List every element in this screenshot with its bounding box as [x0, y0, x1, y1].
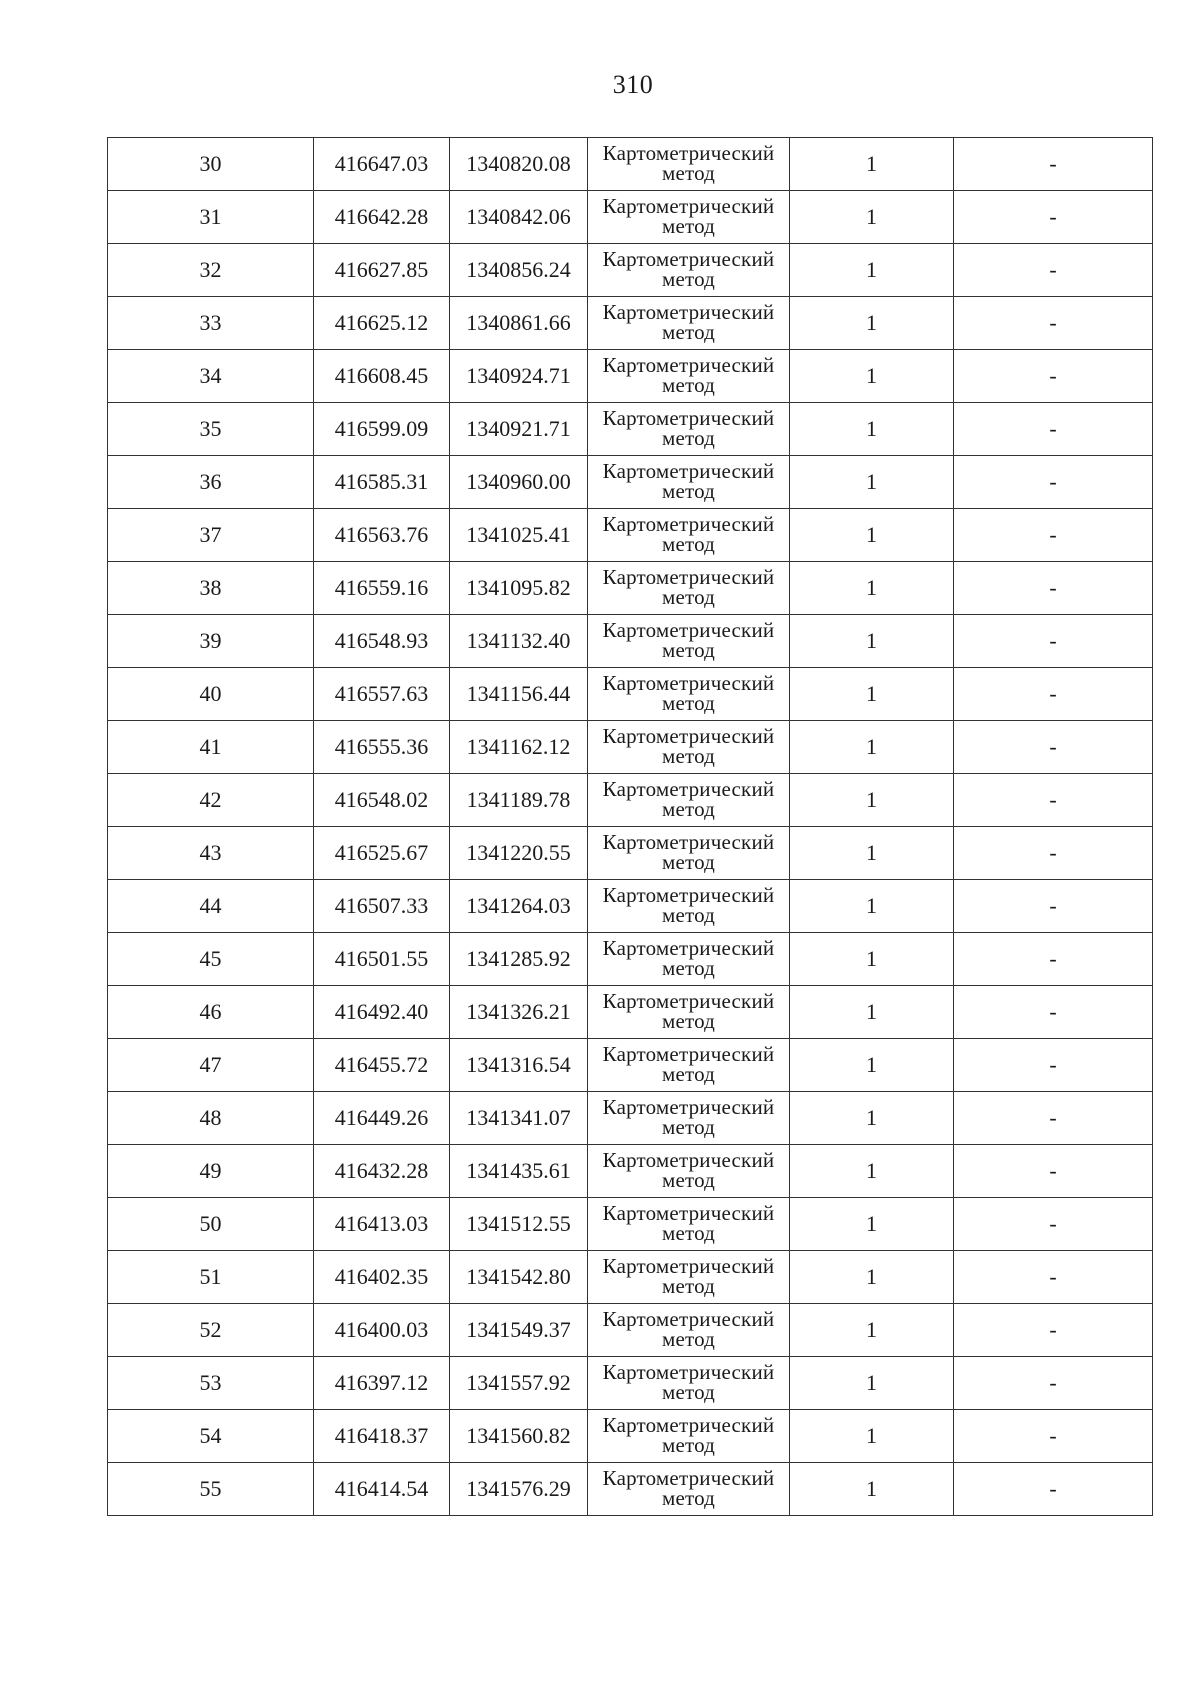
method-line-2: метод [661, 1221, 716, 1245]
method-line-2: метод [661, 638, 716, 662]
method-line-1: Картометрический [602, 1254, 775, 1279]
note-cell: - [954, 403, 1153, 456]
y-coordinate-cell: 1341316.54 [450, 1039, 588, 1092]
accuracy-cell: 1 [790, 668, 954, 721]
accuracy-cell: 1 [790, 1357, 954, 1410]
y-coordinate-cell: 1341560.82 [450, 1410, 588, 1463]
y-coordinate-cell: 1341549.37 [450, 1304, 588, 1357]
note-cell: - [954, 1357, 1153, 1410]
method-cell [588, 403, 790, 456]
method-cell [588, 191, 790, 244]
method-line-2: метод [661, 214, 716, 238]
method-line-1: Картометрический [602, 1307, 775, 1332]
x-coordinate-cell: 416501.55 [314, 933, 450, 986]
y-coordinate-cell: 1340842.06 [450, 191, 588, 244]
table-row [108, 1198, 1153, 1251]
table-row [108, 1039, 1153, 1092]
method-cell [588, 1145, 790, 1198]
table-row [108, 827, 1153, 880]
x-coordinate-cell: 416642.28 [314, 191, 450, 244]
note-cell: - [954, 138, 1153, 191]
y-coordinate-cell: 1340856.24 [450, 244, 588, 297]
point-number-cell: 52 [108, 1304, 314, 1357]
note-cell: - [954, 244, 1153, 297]
method-cell [588, 456, 790, 509]
y-coordinate-cell: 1341576.29 [450, 1463, 588, 1516]
point-number-cell: 37 [108, 509, 314, 562]
note-cell: - [954, 350, 1153, 403]
method-cell [588, 244, 790, 297]
method-line-1: Картометрический [602, 194, 775, 219]
accuracy-cell: 1 [790, 244, 954, 297]
y-coordinate-cell: 1340820.08 [450, 138, 588, 191]
accuracy-cell: 1 [790, 827, 954, 880]
x-coordinate-cell: 416414.54 [314, 1463, 450, 1516]
y-coordinate-cell: 1341095.82 [450, 562, 588, 615]
note-cell: - [954, 668, 1153, 721]
point-number-cell: 48 [108, 1092, 314, 1145]
accuracy-cell: 1 [790, 880, 954, 933]
accuracy-cell: 1 [790, 1410, 954, 1463]
method-line-2: метод [661, 1168, 716, 1192]
page-number: 310 [612, 70, 654, 99]
note-cell: - [954, 615, 1153, 668]
y-coordinate-cell: 1341557.92 [450, 1357, 588, 1410]
method-line-2: метод [661, 1274, 716, 1298]
coordinates-table [107, 137, 1153, 1516]
note-cell: - [954, 1304, 1153, 1357]
method-line-1: Картометрический [602, 1413, 775, 1438]
point-number-cell: 53 [108, 1357, 314, 1410]
note-cell: - [954, 774, 1153, 827]
note-cell: - [954, 880, 1153, 933]
point-number-cell: 33 [108, 297, 314, 350]
point-number-cell: 38 [108, 562, 314, 615]
method-line-1: Картометрический [602, 512, 775, 537]
y-coordinate-cell: 1340921.71 [450, 403, 588, 456]
y-coordinate-cell: 1341132.40 [450, 615, 588, 668]
accuracy-cell: 1 [790, 1251, 954, 1304]
method-line-1: Картометрический [602, 300, 775, 325]
method-cell [588, 1039, 790, 1092]
point-number-cell: 49 [108, 1145, 314, 1198]
method-cell [588, 615, 790, 668]
method-line-1: Картометрический [602, 141, 775, 166]
note-cell: - [954, 933, 1153, 986]
x-coordinate-cell: 416402.35 [314, 1251, 450, 1304]
method-line-2: метод [661, 956, 716, 980]
x-coordinate-cell: 416432.28 [314, 1145, 450, 1198]
method-cell [588, 721, 790, 774]
table-row [108, 403, 1153, 456]
x-coordinate-cell: 416585.31 [314, 456, 450, 509]
y-coordinate-cell: 1341285.92 [450, 933, 588, 986]
accuracy-cell: 1 [790, 1092, 954, 1145]
accuracy-cell: 1 [790, 1145, 954, 1198]
note-cell: - [954, 1039, 1153, 1092]
x-coordinate-cell: 416413.03 [314, 1198, 450, 1251]
method-line-2: метод [661, 1380, 716, 1404]
point-number-cell: 35 [108, 403, 314, 456]
accuracy-cell: 1 [790, 1198, 954, 1251]
x-coordinate-cell: 416418.37 [314, 1410, 450, 1463]
method-line-1: Картометрический [602, 247, 775, 272]
method-line-1: Картометрический [602, 1095, 775, 1120]
note-cell: - [954, 191, 1153, 244]
method-line-2: метод [661, 1486, 716, 1510]
table-row [108, 668, 1153, 721]
y-coordinate-cell: 1340924.71 [450, 350, 588, 403]
accuracy-cell: 1 [790, 615, 954, 668]
table-row [108, 509, 1153, 562]
method-line-2: метод [661, 691, 716, 715]
y-coordinate-cell: 1340861.66 [450, 297, 588, 350]
y-coordinate-cell: 1341264.03 [450, 880, 588, 933]
method-line-1: Картометрический [602, 830, 775, 855]
note-cell: - [954, 1410, 1153, 1463]
y-coordinate-cell: 1341341.07 [450, 1092, 588, 1145]
method-line-2: метод [661, 479, 716, 503]
note-cell: - [954, 1251, 1153, 1304]
method-cell [588, 668, 790, 721]
accuracy-cell: 1 [790, 350, 954, 403]
method-line-2: метод [661, 903, 716, 927]
point-number-cell: 39 [108, 615, 314, 668]
table-body [108, 138, 1153, 1516]
point-number-cell: 40 [108, 668, 314, 721]
method-line-2: метод [661, 373, 716, 397]
accuracy-cell: 1 [790, 1039, 954, 1092]
method-line-2: метод [661, 1433, 716, 1457]
method-cell [588, 1251, 790, 1304]
point-number-cell: 31 [108, 191, 314, 244]
y-coordinate-cell: 1341189.78 [450, 774, 588, 827]
method-line-2: метод [661, 1115, 716, 1139]
method-line-1: Картометрический [602, 565, 775, 590]
point-number-cell: 42 [108, 774, 314, 827]
table-row [108, 721, 1153, 774]
x-coordinate-cell: 416455.72 [314, 1039, 450, 1092]
note-cell: - [954, 1463, 1153, 1516]
y-coordinate-cell: 1341326.21 [450, 986, 588, 1039]
method-line-1: Картометрический [602, 1466, 775, 1491]
table-row [108, 1304, 1153, 1357]
x-coordinate-cell: 416608.45 [314, 350, 450, 403]
method-cell [588, 350, 790, 403]
accuracy-cell: 1 [790, 191, 954, 244]
method-cell [588, 933, 790, 986]
table-row [108, 297, 1153, 350]
x-coordinate-cell: 416525.67 [314, 827, 450, 880]
method-cell [588, 1410, 790, 1463]
y-coordinate-cell: 1341220.55 [450, 827, 588, 880]
method-cell [588, 1357, 790, 1410]
y-coordinate-cell: 1341512.55 [450, 1198, 588, 1251]
method-line-2: метод [661, 1009, 716, 1033]
x-coordinate-cell: 416559.16 [314, 562, 450, 615]
method-line-1: Картометрический [602, 1360, 775, 1385]
method-cell [588, 986, 790, 1039]
method-line-1: Картометрический [602, 936, 775, 961]
x-coordinate-cell: 416397.12 [314, 1357, 450, 1410]
table-row [108, 191, 1153, 244]
method-line-2: метод [661, 744, 716, 768]
x-coordinate-cell: 416627.85 [314, 244, 450, 297]
method-cell [588, 1198, 790, 1251]
x-coordinate-cell: 416647.03 [314, 138, 450, 191]
method-line-1: Картометрический [602, 459, 775, 484]
accuracy-cell: 1 [790, 403, 954, 456]
table-row [108, 456, 1153, 509]
x-coordinate-cell: 416507.33 [314, 880, 450, 933]
point-number-cell: 43 [108, 827, 314, 880]
table-row [108, 774, 1153, 827]
accuracy-cell: 1 [790, 509, 954, 562]
method-line-1: Картометрический [602, 406, 775, 431]
note-cell: - [954, 721, 1153, 774]
y-coordinate-cell: 1341162.12 [450, 721, 588, 774]
y-coordinate-cell: 1341025.41 [450, 509, 588, 562]
method-line-2: метод [661, 532, 716, 556]
method-line-1: Картометрический [602, 883, 775, 908]
table-row [108, 1092, 1153, 1145]
method-cell [588, 1092, 790, 1145]
method-cell [588, 297, 790, 350]
table-row [108, 615, 1153, 668]
method-line-2: метод [661, 585, 716, 609]
point-number-cell: 41 [108, 721, 314, 774]
x-coordinate-cell: 416625.12 [314, 297, 450, 350]
x-coordinate-cell: 416555.36 [314, 721, 450, 774]
method-line-1: Картометрический [602, 618, 775, 643]
method-line-2: метод [661, 850, 716, 874]
accuracy-cell: 1 [790, 1304, 954, 1357]
method-line-1: Картометрический [602, 777, 775, 802]
note-cell: - [954, 1092, 1153, 1145]
point-number-cell: 45 [108, 933, 314, 986]
x-coordinate-cell: 416449.26 [314, 1092, 450, 1145]
point-number-cell: 44 [108, 880, 314, 933]
accuracy-cell: 1 [790, 562, 954, 615]
method-cell [588, 827, 790, 880]
table-row [108, 244, 1153, 297]
method-line-1: Картометрический [602, 989, 775, 1014]
accuracy-cell: 1 [790, 138, 954, 191]
point-number-cell: 34 [108, 350, 314, 403]
y-coordinate-cell: 1341156.44 [450, 668, 588, 721]
y-coordinate-cell: 1340960.00 [450, 456, 588, 509]
accuracy-cell: 1 [790, 297, 954, 350]
point-number-cell: 47 [108, 1039, 314, 1092]
note-cell: - [954, 1198, 1153, 1251]
note-cell: - [954, 562, 1153, 615]
note-cell: - [954, 1145, 1153, 1198]
accuracy-cell: 1 [790, 774, 954, 827]
y-coordinate-cell: 1341435.61 [450, 1145, 588, 1198]
table-row [108, 1251, 1153, 1304]
method-cell [588, 1304, 790, 1357]
point-number-cell: 51 [108, 1251, 314, 1304]
point-number-cell: 32 [108, 244, 314, 297]
x-coordinate-cell: 416548.02 [314, 774, 450, 827]
method-line-2: метод [661, 797, 716, 821]
note-cell: - [954, 509, 1153, 562]
method-line-2: метод [661, 1062, 716, 1086]
method-line-1: Картометрический [602, 1148, 775, 1173]
method-line-2: метод [661, 1327, 716, 1351]
method-cell [588, 138, 790, 191]
accuracy-cell: 1 [790, 1463, 954, 1516]
table-row [108, 138, 1153, 191]
method-line-2: метод [661, 426, 716, 450]
table-row [108, 1410, 1153, 1463]
x-coordinate-cell: 416492.40 [314, 986, 450, 1039]
point-number-cell: 54 [108, 1410, 314, 1463]
point-number-cell: 50 [108, 1198, 314, 1251]
point-number-cell: 46 [108, 986, 314, 1039]
table-row [108, 562, 1153, 615]
method-line-1: Картометрический [602, 353, 775, 378]
point-number-cell: 55 [108, 1463, 314, 1516]
note-cell: - [954, 986, 1153, 1039]
accuracy-cell: 1 [790, 456, 954, 509]
y-coordinate-cell: 1341542.80 [450, 1251, 588, 1304]
table-row [108, 350, 1153, 403]
method-line-2: метод [661, 161, 716, 185]
point-number-cell: 36 [108, 456, 314, 509]
method-line-2: метод [661, 267, 716, 291]
table-row [108, 1145, 1153, 1198]
accuracy-cell: 1 [790, 933, 954, 986]
method-cell [588, 1463, 790, 1516]
accuracy-cell: 1 [790, 721, 954, 774]
point-number-cell: 30 [108, 138, 314, 191]
accuracy-cell: 1 [790, 986, 954, 1039]
note-cell: - [954, 297, 1153, 350]
method-line-1: Картометрический [602, 724, 775, 749]
method-cell [588, 880, 790, 933]
method-line-2: метод [661, 320, 716, 344]
table-row [108, 1463, 1153, 1516]
method-line-1: Картометрический [602, 1042, 775, 1067]
note-cell: - [954, 827, 1153, 880]
x-coordinate-cell: 416400.03 [314, 1304, 450, 1357]
x-coordinate-cell: 416557.63 [314, 668, 450, 721]
table-row [108, 880, 1153, 933]
method-cell [588, 774, 790, 827]
table-row [108, 933, 1153, 986]
method-cell [588, 509, 790, 562]
x-coordinate-cell: 416563.76 [314, 509, 450, 562]
note-cell: - [954, 456, 1153, 509]
x-coordinate-cell: 416548.93 [314, 615, 450, 668]
method-cell [588, 562, 790, 615]
table-row [108, 986, 1153, 1039]
x-coordinate-cell: 416599.09 [314, 403, 450, 456]
method-line-1: Картометрический [602, 1201, 775, 1226]
table-row [108, 1357, 1153, 1410]
method-line-1: Картометрический [602, 671, 775, 696]
